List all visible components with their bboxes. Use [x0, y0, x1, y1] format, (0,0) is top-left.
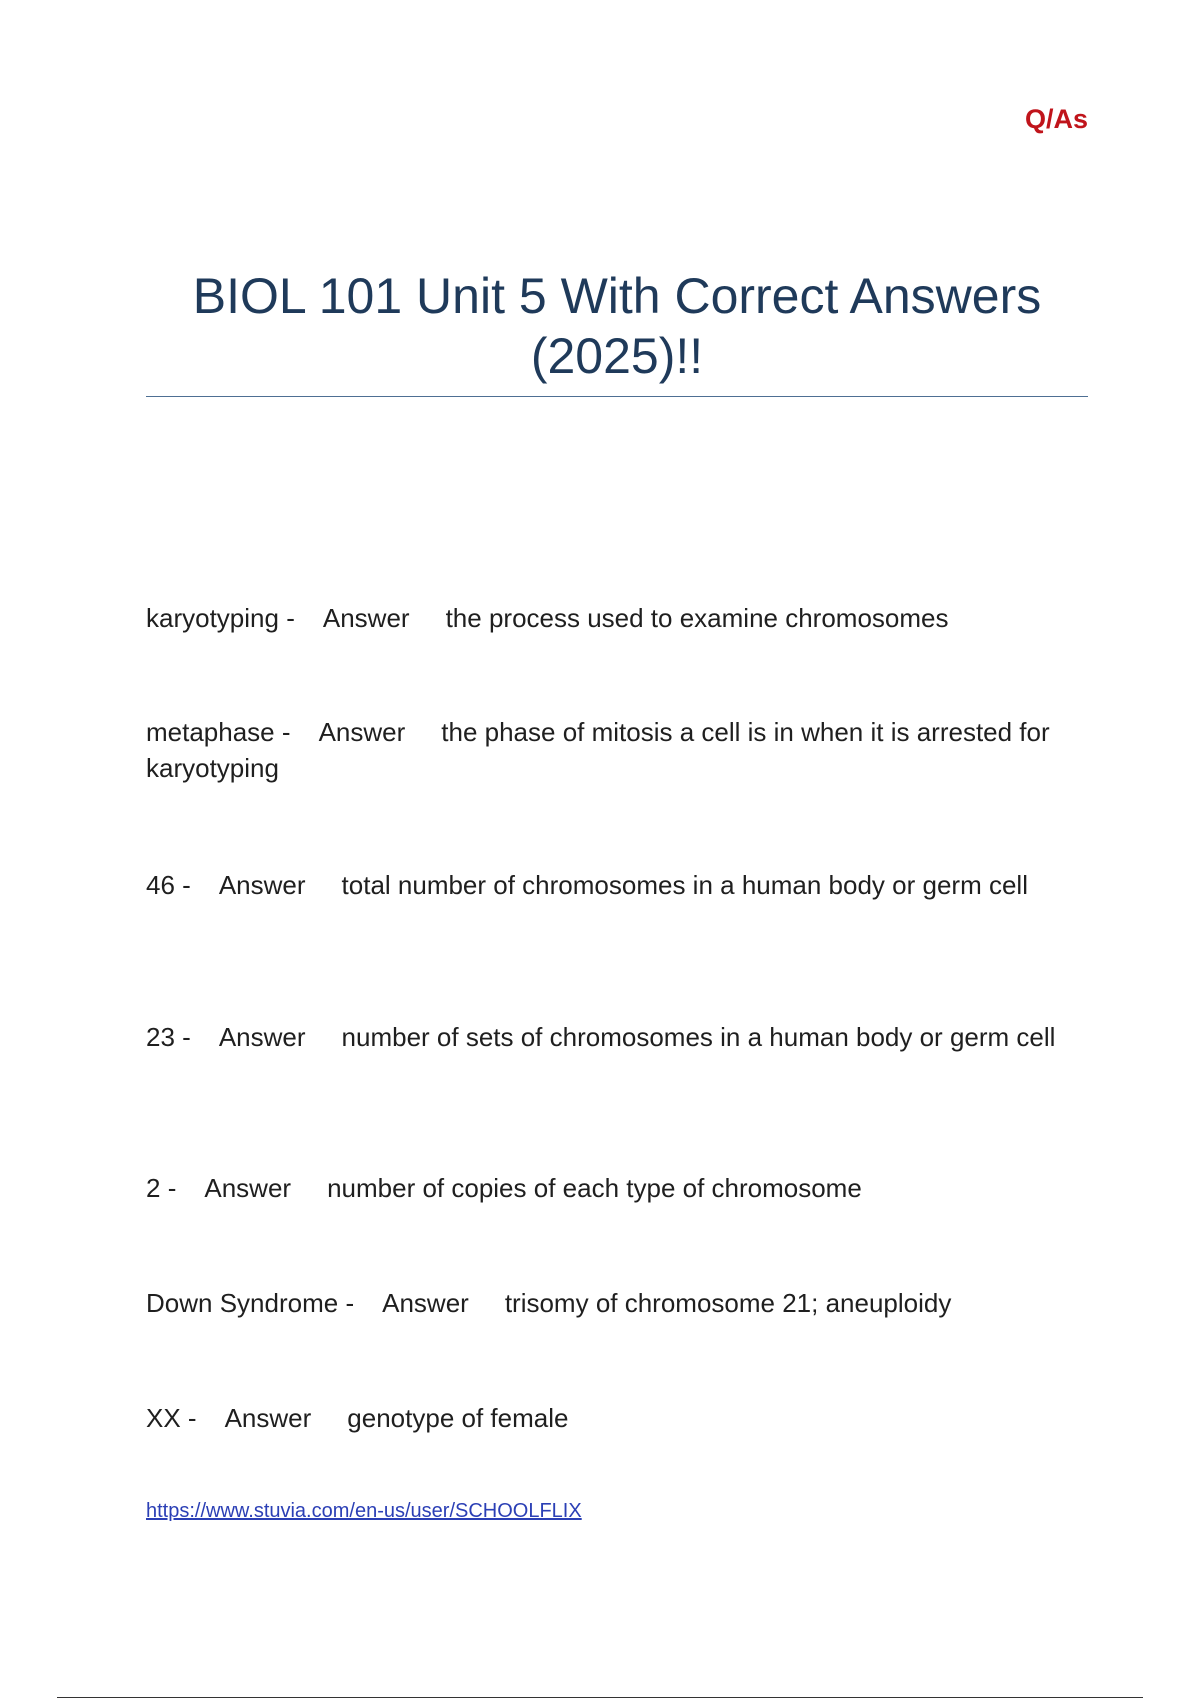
title-divider — [146, 396, 1088, 397]
qa-definition: genotype of female — [347, 1403, 569, 1433]
qa-item: 2 - Answer number of copies of each type of chromosome — [146, 1173, 862, 1203]
qa-item: metaphase - Answer the phase of mitosis a cell is in when it is arrested for karyotyping — [146, 717, 1050, 783]
qa-term: XX — [146, 1403, 181, 1433]
qa-definition: trisomy of chromosome 21; aneuploidy — [504, 1288, 952, 1318]
qa-definition: number of sets of chromosomes in a human body or germ cell — [341, 1022, 1056, 1052]
qa-definition: total number of chromosomes in a human body or germ cell — [341, 870, 1028, 900]
title-block — [146, 266, 1088, 386]
qa-item: 46 - Answer total number of chromosomes in a human body or germ cell — [146, 870, 1028, 900]
qa-answer-label: Answer — [224, 1403, 312, 1433]
qa-definition: number of copies of each type of chromosome — [327, 1173, 862, 1203]
qa-term: Down Syndrome — [146, 1288, 339, 1318]
qa-answer-label: Answer — [218, 870, 306, 900]
qa-tag: Q/As — [1024, 104, 1088, 134]
qa-answer-label: Answer — [204, 1173, 292, 1203]
qa-answer-label: Answer — [218, 1022, 306, 1052]
qa-term: karyotyping — [146, 603, 279, 633]
source-link[interactable]: https://www.stuvia.com/en-us/user/SCHOOLFLIX — [146, 1500, 582, 1522]
qa-item: karyotyping - Answer the process used to examine chromosomes — [146, 603, 949, 633]
qa-answer-label: Answer — [322, 603, 410, 633]
qa-answer-label: Answer — [382, 1288, 469, 1318]
qa-term: metaphase — [146, 717, 275, 747]
qa-definition: the phase of mitosis a cell is in when it is arrested for karyotyping — [146, 717, 1050, 783]
qa-item: XX - Answer genotype of female — [146, 1403, 569, 1433]
qa-term: 2 — [146, 1173, 161, 1203]
qa-term: 46 — [146, 870, 175, 900]
qa-item: Down Syndrome - Answer trisomy of chromosome 21; aneuploidy — [146, 1288, 952, 1318]
page-title: BIOL 101 Unit 5 With Correct Answers (2025)!! — [192, 268, 1042, 384]
page-bottom-divider — [57, 1697, 1143, 1698]
qa-answer-label: Answer — [318, 717, 406, 747]
qa-term: 23 — [146, 1022, 175, 1052]
qa-item: 23 - Answer number of sets of chromosomes in a human body or germ cell — [146, 1022, 1056, 1052]
qa-definition: the process used to examine chromosomes — [445, 603, 949, 633]
